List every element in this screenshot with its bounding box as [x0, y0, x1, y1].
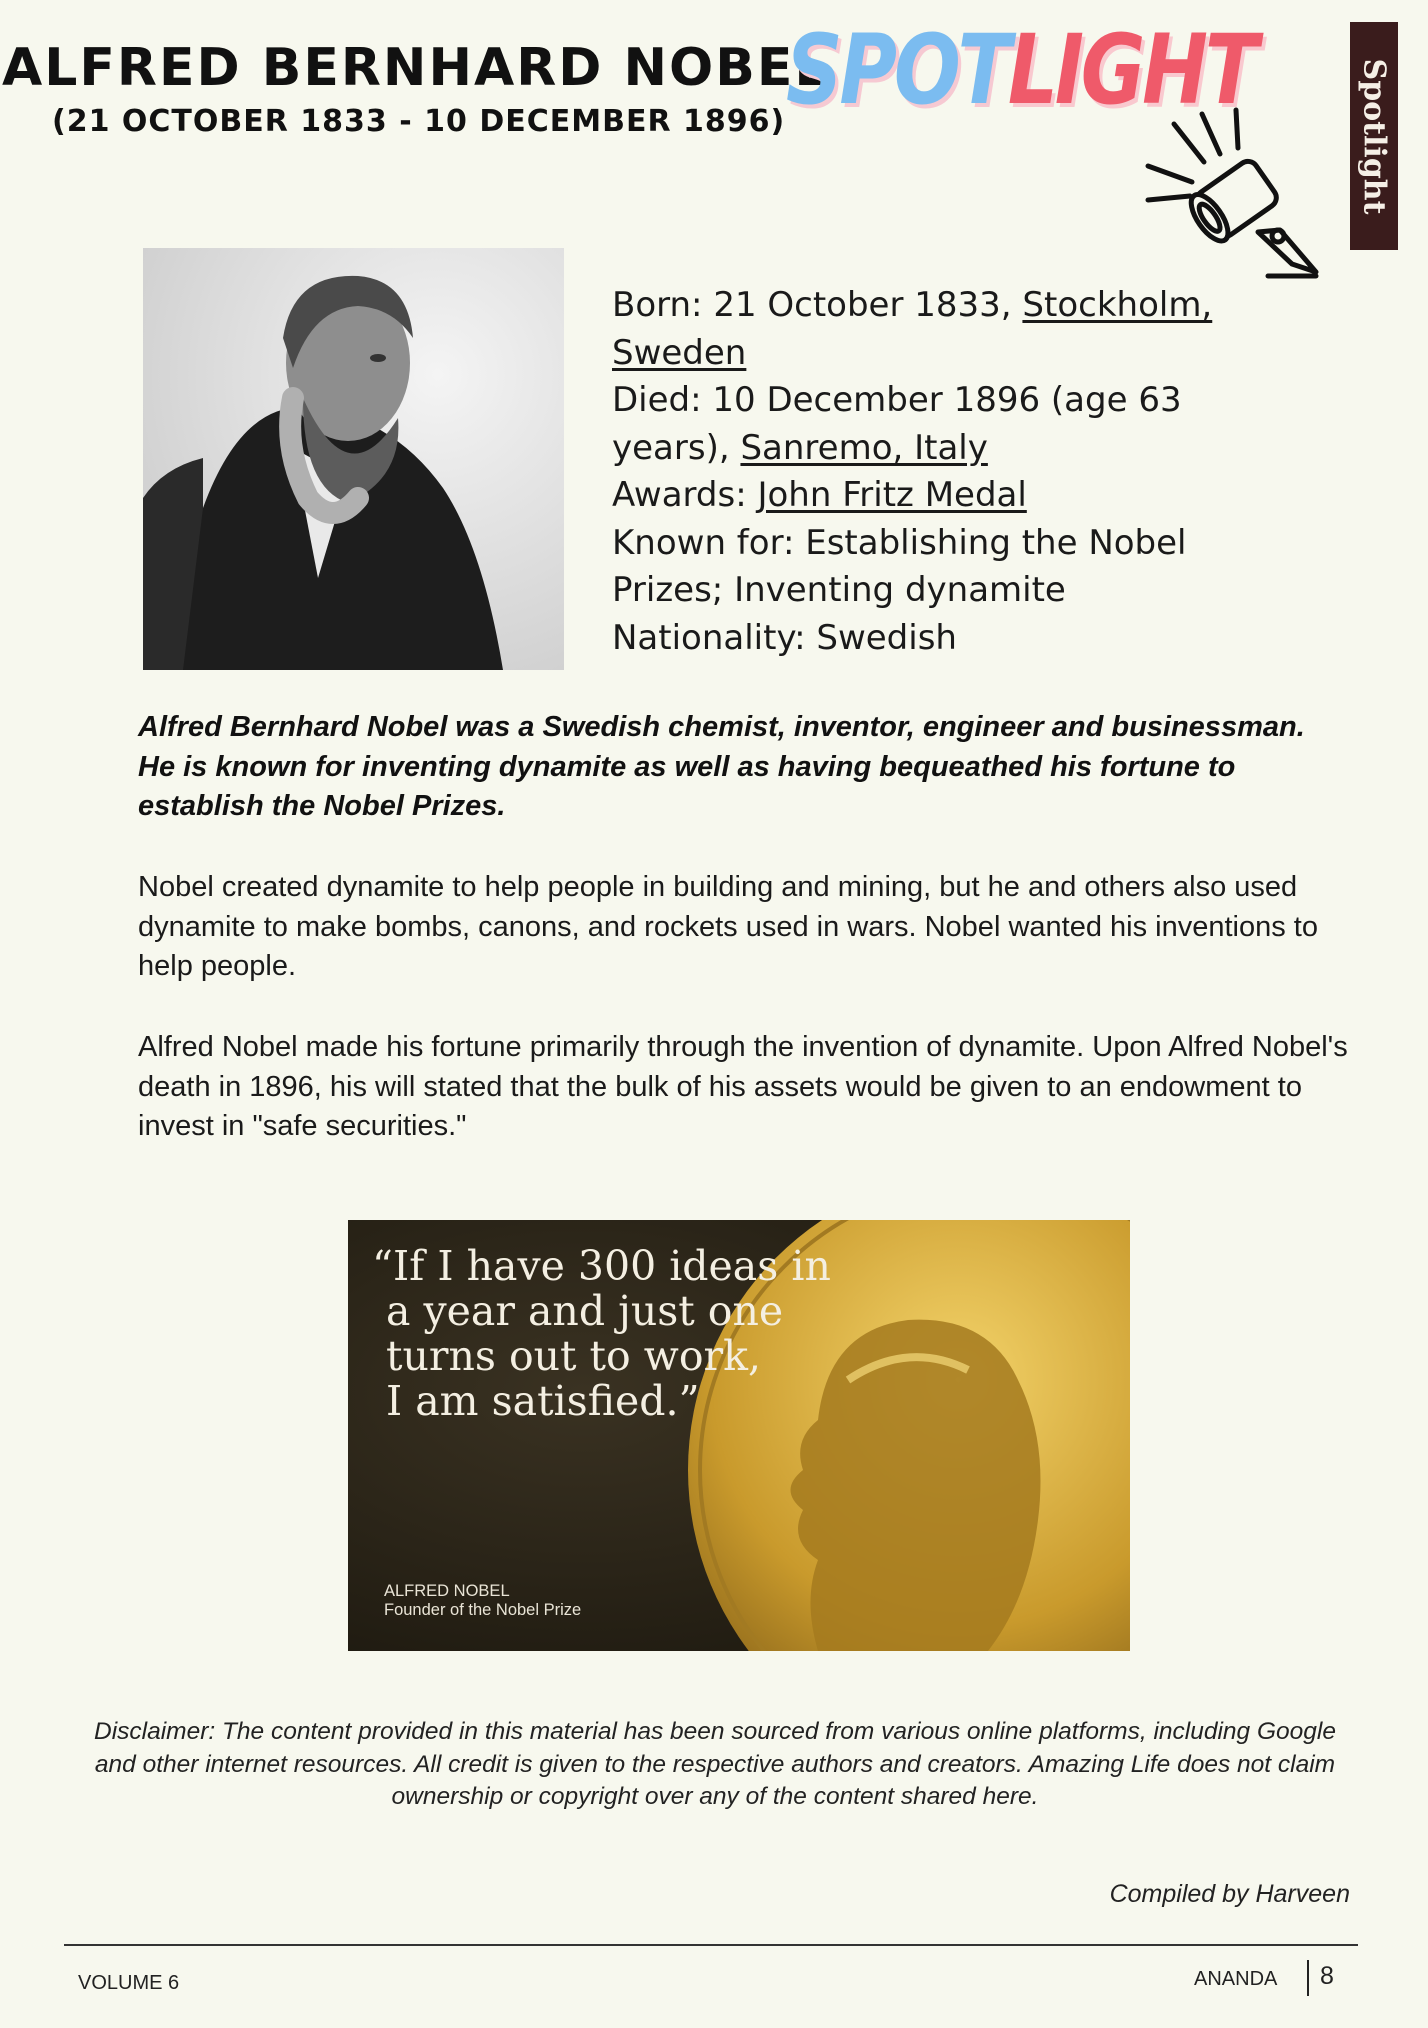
link-stockholm[interactable]: Stockholm, Sweden	[612, 285, 1213, 373]
section-side-tab	[1350, 22, 1398, 250]
body-paragraph-1: Nobel created dynamite to help people in building and mining, but he and others also used dynamite to make bombs, canons, and rockets used in wars. Nobel wanted his inventions to help people.	[138, 871, 1318, 982]
page-number: 8	[1320, 1962, 1334, 1990]
quote-text	[372, 1244, 831, 1424]
quote-caption-role: Founder of the Nobel Prize	[384, 1601, 582, 1619]
portrait-photo-alfred-nobel	[143, 248, 564, 670]
fact-awards	[612, 472, 1232, 520]
compiled-by: Compiled by Harveen	[1109, 1880, 1350, 1908]
spotlight-lamp-icon	[1140, 100, 1330, 290]
side-tab-label: Spotlight	[1356, 58, 1392, 214]
fact-awards-label: Awards:	[612, 475, 747, 515]
fact-born	[612, 282, 1232, 377]
article-title: ALFRED BERNHARD NOBEL	[2, 38, 830, 98]
spotlight-word-part2: LIGHT	[1007, 14, 1256, 126]
quote-line-2: a year and just one	[386, 1287, 784, 1335]
page-number-separator	[1307, 1960, 1309, 1996]
lead-paragraph: Alfred Bernhard Nobel was a Swedish chemist, inventor, engineer and businessman. He is known for inventing dynamite as well as having bequeathed his fortune to establish the Nobel Prizes.	[138, 711, 1305, 822]
fact-died-label: Died: 10 December 1896 (age 63 years),	[612, 380, 1182, 468]
quote-caption-name: ALFRED NOBEL	[384, 1582, 510, 1600]
footer-divider	[64, 1944, 1358, 1946]
article-dates: (21 OCTOBER 1833 - 10 DECEMBER 1896)	[52, 104, 786, 139]
fact-list	[612, 282, 1232, 662]
fact-born-label: Born: 21 October 1833,	[612, 285, 1012, 325]
fact-known-for: Known for: Establishing the Nobel Prizes; Inventing dynamite	[612, 522, 1187, 610]
quote-line-3: turns out to work,	[386, 1332, 762, 1380]
body-paragraph-2: Alfred Nobel made his fortune primarily through the invention of dynamite. Upon Alfred Nobel's death in 1896, his will stated that the bulk of his assets would be given to an endowment to invest in "safe securities."	[138, 1031, 1348, 1142]
spotlight-word-part1: SPOT	[786, 14, 1008, 126]
quote-caption	[384, 1582, 581, 1620]
quote-line-4: I am satisfied.”	[386, 1377, 700, 1425]
fact-died	[612, 377, 1232, 472]
quote-line-1: “If I have 300 ideas in	[372, 1242, 831, 1290]
magazine-name: ANANDA	[1194, 1968, 1278, 1990]
quote-image	[348, 1220, 1130, 1651]
fact-nationality: Nationality: Swedish	[612, 617, 957, 658]
disclaimer: Disclaimer: The content provided in this material has been sourced from various online platforms, including Google and other internet resources. All credit is given to the respective authors and creators. Amazing Life does not claim ownership or copyright over any of the content shared here.	[94, 1718, 1336, 1810]
portrait-photo	[143, 248, 564, 670]
volume-label: VOLUME 6	[78, 1972, 180, 1994]
link-sanremo[interactable]: Sanremo, Italy	[740, 427, 988, 468]
link-john-fritz-medal[interactable]: John Fritz Medal	[757, 475, 1027, 515]
